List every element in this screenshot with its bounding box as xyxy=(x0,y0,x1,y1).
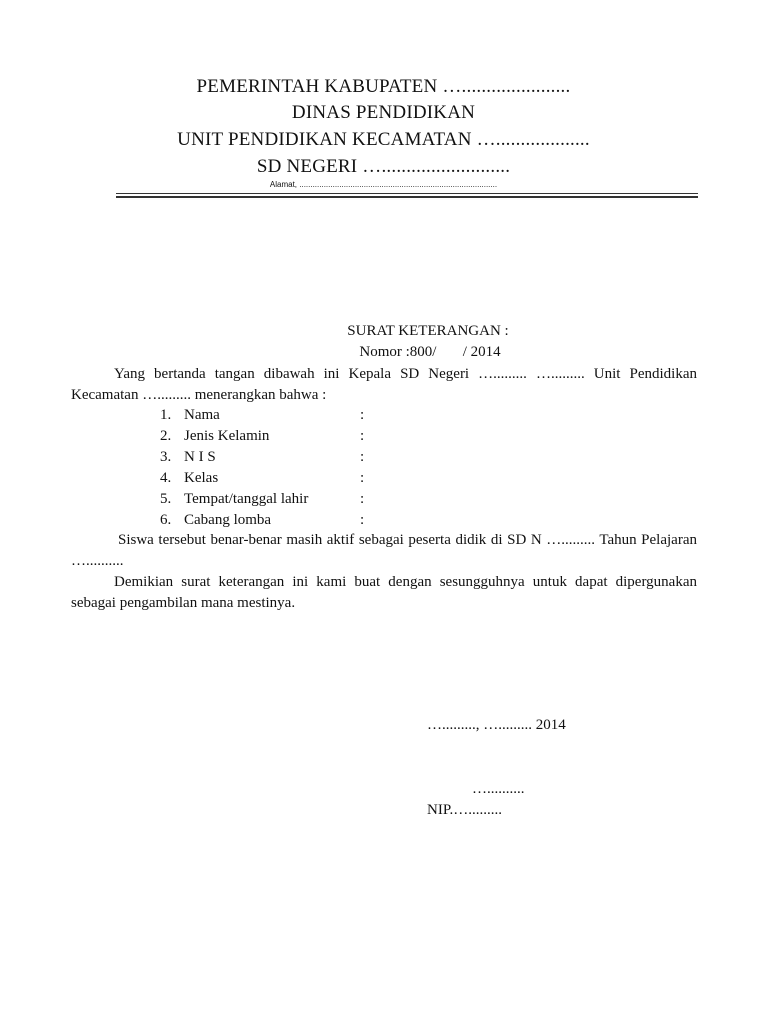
student-fields-list xyxy=(160,405,364,531)
field-number: 6. xyxy=(160,512,172,528)
field-label-tempat-tanggal-lahir: Tempat/tanggal lahir xyxy=(184,491,309,507)
list-item xyxy=(160,405,364,426)
field-label-cabang-lomba: Cabang lomba xyxy=(184,512,272,528)
field-colon: : xyxy=(360,428,365,444)
list-item xyxy=(160,447,364,468)
closing-paragraph: Demikian surat keterangan ini kami buat dengan sesungguhnya untuk dapat dipergunakan sebagai pengambilan mana mestinya. xyxy=(71,574,697,611)
field-number: 4. xyxy=(160,470,172,486)
letterhead-address: Alamat, ......................................................................................... xyxy=(269,180,498,189)
signatory-name: ….......... xyxy=(472,781,525,797)
field-colon: : xyxy=(360,491,365,507)
field-colon: : xyxy=(360,512,365,528)
opening-paragraph: Yang bertanda tangan dibawah ini Kepala SD Negeri …......... …......... Unit Pendidikan Kecamatan …......... menerangkan bahwa : xyxy=(71,366,697,403)
field-colon: : xyxy=(360,470,365,486)
letterhead-divider-thick xyxy=(116,196,698,198)
field-label-jenis-kelamin: Jenis Kelamin xyxy=(184,428,270,444)
field-label-nama: Nama xyxy=(184,407,220,423)
list-item xyxy=(160,510,364,531)
list-item xyxy=(160,468,364,489)
signatory-nip: NIP.…......... xyxy=(427,802,503,818)
letterhead-district-unit: UNIT PENDIDIKAN KECAMATAN …................... xyxy=(177,129,590,150)
letter-title: SURAT KETERANGAN : xyxy=(347,323,509,339)
field-colon: : xyxy=(360,449,365,465)
field-label-nis: N I S xyxy=(184,449,216,465)
field-number: 3. xyxy=(160,449,172,465)
statement-paragraph: Siswa tersebut benar-benar masih aktif sebagai peserta didik di SD N …......... Tahun Pelajaran ….......... xyxy=(71,532,697,569)
field-number: 5. xyxy=(160,491,172,507)
letterhead-school: SD NEGERI ….......................... xyxy=(256,156,511,177)
field-label-kelas: Kelas xyxy=(184,470,219,486)
field-number: 1. xyxy=(160,407,172,423)
field-number: 2. xyxy=(160,428,172,444)
letter-number: Nomor :800/ / 2014 xyxy=(359,344,501,360)
list-item xyxy=(160,426,364,447)
letterhead-government: PEMERINTAH KABUPATEN …...................... xyxy=(196,76,571,97)
field-colon: : xyxy=(360,407,365,423)
letterhead-divider-thin xyxy=(116,193,698,194)
letterhead-department: DINAS PENDIDIKAN xyxy=(291,102,476,123)
signature-place-date: …........., …......... 2014 xyxy=(427,717,566,733)
list-item xyxy=(160,489,364,510)
